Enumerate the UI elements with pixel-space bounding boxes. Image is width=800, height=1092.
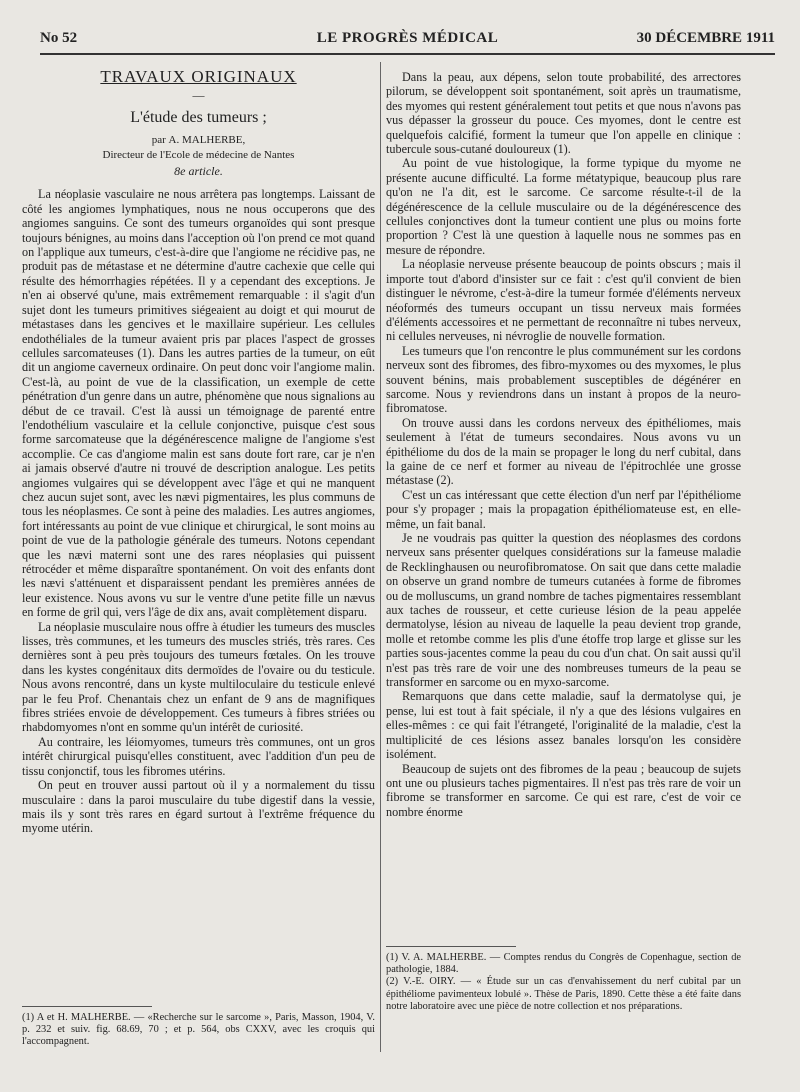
column-separator	[380, 62, 381, 1052]
footnote-rule	[22, 1006, 152, 1007]
footnote-rule	[386, 946, 516, 947]
paragraph: On trouve aussi dans les cordons nerveux des épithéliomes, mais seulement à l'état de tumeurs secondaires. Nous avons vu un épithéliome du dos de la main se propager le long du nerf cubital, dans la gaine de ce nerf et former au niveau de l'épitrochlée une grosse métastase (2).	[386, 415, 741, 488]
paragraph: La néoplasie musculaire nous offre à étudier les tumeurs des muscles lisses, très communes, et les tumeurs des muscles striés, très rares. Ces dernières sont à peu près toujours des tumeurs fœtales. On les trouve dans les kystes congénitaux dits dermoïdes de l'ovaire ou du testicule. Nous avons rencontré, dans un kyste multiloculaire du testicule enlevé par le feu Prof. Chenantais chez un enfant de 9 ans de magnifiques fibres striées envoie de développement. Ces tumeurs à fibres striées ou rhabdomyomes n'ont en somme qu'un intérêt de curiosité.	[22, 619, 375, 735]
paragraph: La néoplasie nerveuse présente beaucoup de points obscurs ; mais il importe tout d'abord d'insister sur ce fait : c'est qu'il convient de bien distinguer le névrome, c'est-à-dire la tumeur formée d'éléments nerveux néoformés des tumeurs occupant un tissu nerveux mais formées d'éléments accessoires et ne permettant de reconnaître ni tubes nerveux, ni cellules nerveuses, ni névroglie de nouvelle formation.	[386, 257, 741, 344]
paragraph: On peut en trouver aussi partout où il y a normalement du tissu musculaire : dans la paroi musculaire du tube digestif dans la vessie, mais ils y sont très rares en égard surtout à l'extrême fréquence du myome utérin.	[22, 778, 375, 836]
author-name: A. MALHERBE,	[168, 134, 246, 147]
byline-prefix: par	[151, 134, 166, 147]
paragraph: Les tumeurs que l'on rencontre le plus communément sur les cordons nerveux sont des fibromes, des fibro-myxomes ou des myxomes, le plus souvent bénins, mais probablement susceptibles de dégénérer en sarcome. Nous y reviendrons dans un instant à propos de la neuro-fibromatose.	[386, 343, 741, 416]
paragraph: Au contraire, les léiomyomes, tumeurs très communes, ont un gros intérêt chirurgical puisqu'elles constituent, avec l'addition d'un peu de tissu conjonctif, tous les fibromes utérins.	[22, 734, 375, 778]
article-title: L'étude des tumeurs ;	[130, 108, 267, 126]
paragraph: Dans la peau, aux dépens, selon toute probabilité, des arrectores pilorum, se développent soit spontanément, soit après un traumatisme, des myomes qui restent généralement tout petits et que nous n'avons pas vus dépasser la grosseur du pouce. Ces myomes, dont le centre est quelquefois calcifié, forment la tumeur que l'on appelle en clinique : tubercule sous-cutané douloureux (1).	[386, 70, 741, 157]
paragraph: Au point de vue histologique, la forme typique du myome ne présente aucune difficulté. La forme métatypique, beaucoup plus rare qu'on ne l'a dit, est le sarcome. Ce sarcome résulte-t-il de la dégénérescence de la cellule musculaire ou de la dégénérescence des cellules conjonctives dont la tumeur contient une plus ou moins forte proportion ? C'est là une question à laquelle nous ne sommes pas en mesure de répondre.	[386, 156, 741, 257]
header-rule	[40, 53, 775, 55]
paragraph: Je ne voudrais pas quitter la question des néoplasmes des cordons nerveux sans présenter quelques considérations sur la fameuse maladie de Recklinghausen ou neurofibromatose. On sait que dans cette maladie on observe un grand nombre de tumeurs cutanées à forme de fibromes ou de molluscums, un grand nombre de taches pigmentaires ressemblant aux taches de rousseur, et cette curieuse lésion de la peau appelée dermatolyse, lésion au niveau de laquelle la peau devient trop grande, molle et retombe comme les plis d'une étoffe trop large et glisse sur les parties sous-jacentes comme la peau du cou d'un chat. On sait aussi qu'il n'est pas très rare de voir une des nombreuses tumeurs de la peau se transformer en sarcome ou en myxo-sarcome.	[386, 531, 741, 690]
article-number: 8e article.	[174, 164, 223, 179]
byline	[22, 133, 375, 147]
paragraph: C'est un cas intéressant que cette élection d'un nerf par l'épithéliome pour s'y propager ; mais la propagation épithéliomateuse est, en elle-même, un fait banal.	[386, 487, 741, 531]
issue-date: 30 DÉCEMBRE 1911	[636, 30, 775, 46]
footnote: (1) V. A. MALHERBE. — Comptes rendus du Congrès de Copenhague, section de pathologie, 1884.	[386, 952, 741, 976]
paragraph: La néoplasie vasculaire ne nous arrêtera pas longtemps. Laissant de côté les angiomes lymphatiques, nous ne nous occuperons que des angiomes sanguins. Ce sont des tumeurs organoïdes qui sont presque toujours bénignes, au moins dans l'acception où l'on prend ce mot quand on l'applique aux tumeurs, c'est-à-dire que l'angiome ne récidive pas, ne produit pas de métastase et ne détermine d'autre cachexie que celle qui résulte des hémorrhagies répétées. Il y a cependant des exceptions. Je n'en ai observé qu'une, mais extrêmement remarquable : il s'agit d'un sujet dont les tumeurs primitives siégeaient au doigt et qui mourut de métastases dans les gencives et le maxillaire supérieur. Les cellules endothéliales de la tumeur avaient pris par places l'aspect de grosses cellules sarcomateuses (1). Dans les autres parties de la tumeur, on eût dit un angiome caverneux ordinaire. On peut donc voir l'angiome malin. C'est-là, au point de vue de la classification, un exemple de cette pénétration d'un genre dans un autre, phénomène que nous signalions au début de ce travail. C'est là aussi un témoignage de parenté entre l'endothélium vasculaire et la cellule conjonctive, puisque c'est sous forme sarcomateuse que la dégénérescence maligne de l'angiome s'est accomplie. Ce cas d'angiome malin est sans doute fort rare, car je n'en ai jamais observé d'autre ni trouvé de description analogue. Les petits angiomes vulgaires qui se développent avec l'âge et qui ne manquent chez aucun sujet sont, avec les nævi pigmentaires, les plus communs de tous les néoplasmes. Ce sont à peine des maladies. Les autres angiomes, fort intéressants au point de vue clinique et chirurgical, le sont moins au point de vue de la pathologie générale des tumeurs. Notons cependant que les nævi materni sont une des rares néoplasies qui puissent rétrocéder et même disparaître spontanément. On voit des enfants dont les nævi s'atténuent et disparaissent pendant les premières années de leur existence. Nous avons vu sur le ventre d'une petite fille un nævus en forme de gril qui, vers l'âge de dix ans, avait complètement disparu.	[22, 187, 376, 620]
title-dash: —	[192, 88, 205, 103]
paragraph: Remarquons que dans cette maladie, sauf la dermatolyse qui, je pense, lui est tout à fait spéciale, il n'y a que des lésions vulgaires en elles-mêmes : ce qui fait l'étrangeté, l'originalité de la maladie, c'est la multiplicité de ces lésions assez banales lorsqu'on les considère isolément.	[386, 689, 741, 762]
page-header	[40, 30, 775, 52]
left-footnotes	[22, 1000, 375, 1049]
author-affiliation: Directeur de l'Ecole de médecine de Nantes	[102, 148, 295, 161]
paragraph: Beaucoup de sujets ont des fibromes de la peau ; beaucoup de sujets ont une ou plusieurs taches pigmentaires. Il n'est pas très rare de voir un fibrome se transformer en sarcome. Ce qui est rare, c'est de voir ce nombre énorme	[386, 761, 741, 819]
right-footnotes	[386, 940, 741, 1013]
footnote: (1) A et H. MALHERBE. — «Recherche sur le sarcome », Paris, Masson, 1904, V. p. 232 et suiv. fig. 68.69, 70 ; et p. 564, obs CXXV, avec les croquis qui l'accompagnent.	[22, 1012, 375, 1048]
right-column	[386, 70, 741, 1012]
section-title: TRAVAUX ORIGINAUX	[100, 67, 297, 86]
journal-title: LE PROGRÈS MÉDICAL	[316, 30, 499, 46]
footnote: (2) V.-E. OIRY. — « Étude sur un cas d'envahissement du nerf cubital par un épithéliome pavimenteux lobulé ». Thèse de Paris, 1890. Cette thèse a été faite dans notre laboratoire avec une pièce de notre collection et nos préparations.	[386, 976, 741, 1012]
left-column	[22, 67, 376, 1048]
issue-number: No 52	[40, 30, 78, 46]
